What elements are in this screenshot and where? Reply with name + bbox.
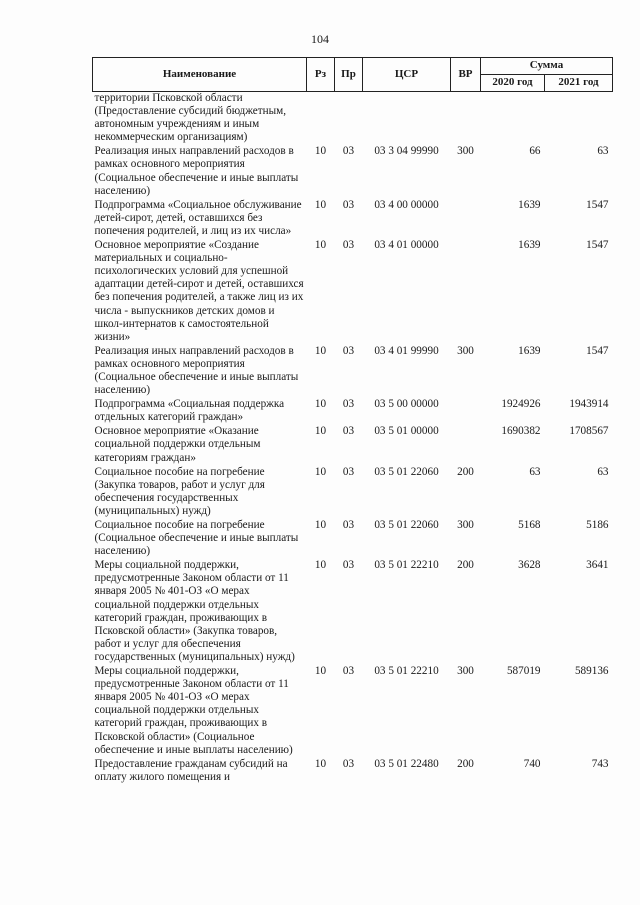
cell-pr: 03: [342, 344, 355, 357]
cell-s2021: 63: [597, 465, 609, 478]
cell-pr: 03: [342, 465, 355, 478]
cell-pr: 03: [342, 757, 355, 770]
cell-rz: 10: [314, 425, 327, 438]
cell-rz: 10: [314, 465, 327, 478]
cell-rz: 10: [314, 145, 327, 158]
cell-pr: 03: [342, 198, 355, 211]
page-number: 104: [311, 32, 329, 46]
cell-rz: 10: [314, 344, 327, 357]
cell-name: Социальное пособие на погребение (Социальное обеспечение и иные выплаты населению): [94, 519, 299, 558]
cell-vr: [451, 398, 481, 425]
cell-vr: [451, 239, 481, 345]
cell-csr: 03 5 01 00000: [374, 425, 439, 438]
table-row: [93, 199, 613, 239]
cell-name: Подпрограмма «Социальное обслуживание детей-сирот, детей, оставшихся без попечения родителей, и лиц из их числа»: [94, 198, 302, 237]
table-row: [93, 519, 613, 559]
table-row: [93, 92, 613, 146]
table-row: [93, 345, 613, 398]
cell-s2020: 66: [529, 145, 541, 158]
cell-csr: 03 4 01 99990: [374, 344, 439, 357]
cell-s2021: 1708567: [569, 425, 609, 438]
cell-pr: 03: [342, 239, 355, 252]
cell-pr: [335, 92, 363, 146]
cell-name: территории Псковской области (Предоставление субсидий бюджетным, автономным учреждениям и иным некоммерческим организациям): [94, 92, 287, 144]
cell-vr: 300: [457, 665, 474, 678]
cell-s2020: 1690382: [501, 425, 541, 438]
cell-s2020: 3628: [518, 559, 541, 572]
cell-s2021: [545, 92, 613, 146]
cell-s2020: 740: [523, 757, 541, 770]
cell-name: Меры социальной поддержки, предусмотренные Законом области от 11 января 2005 № 401-ОЗ «О мерах социальной поддержки отдельных категорий граждан, проживающих в Псковской области» (Закупка товаров, работ и услуг для обеспечения государственных (муниципальных) нужд): [94, 559, 295, 663]
table-row: [93, 758, 613, 785]
header-csr: ЦСР: [363, 58, 451, 92]
header-pr: Пр: [335, 58, 363, 92]
cell-rz: 10: [314, 519, 327, 531]
cell-vr: 200: [457, 465, 474, 478]
cell-s2020: [481, 92, 545, 146]
table-row: [93, 398, 613, 425]
cell-pr: 03: [342, 425, 355, 438]
cell-s2020: 587019: [506, 665, 541, 678]
cell-vr: 300: [457, 344, 474, 357]
cell-pr: 03: [342, 398, 355, 411]
cell-s2021: 589136: [574, 665, 609, 678]
table-row: [93, 239, 613, 345]
cell-name: Подпрограмма «Социальная поддержка отдельных категорий граждан»: [94, 398, 285, 424]
cell-csr: 03 5 01 22060: [374, 519, 439, 531]
cell-rz: 10: [314, 757, 327, 770]
header-vr: ВР: [451, 58, 481, 92]
header-sum: Сумма: [481, 58, 613, 75]
cell-s2021: 63: [597, 145, 609, 158]
cell-name: Основное мероприятие «Оказание социальной поддержки отдельным категориям граждан»: [94, 425, 261, 464]
cell-csr: 03 5 00 00000: [374, 398, 439, 411]
cell-rz: [307, 92, 335, 146]
table-body: [93, 92, 613, 785]
cell-s2020: 63: [529, 465, 541, 478]
cell-name: Меры социальной поддержки, предусмотренные Законом области от 11 января 2005 № 401-ОЗ «О мерах социальной поддержки отдельных категорий граждан, проживающих в Псковской области» (Социальное обеспечение и иные выплаты населению): [94, 665, 293, 756]
cell-vr: [451, 92, 481, 146]
cell-name: Реализация иных направлений расходов в рамках основного мероприятия (Социальное обеспечение и иные выплаты населению): [94, 145, 299, 197]
cell-vr: 300: [457, 519, 474, 531]
cell-s2020: 1639: [518, 344, 541, 357]
cell-s2021: 1943914: [569, 398, 609, 411]
cell-s2021: 1547: [586, 239, 609, 252]
cell-pr: 03: [342, 145, 355, 158]
cell-rz: 10: [314, 239, 327, 252]
cell-csr: 03 4 01 00000: [374, 239, 439, 252]
cell-csr: 03 5 01 22060: [374, 465, 439, 478]
cell-s2020: 5168: [518, 519, 541, 531]
cell-s2021: 1547: [586, 198, 609, 211]
cell-s2020: 1924926: [501, 398, 541, 411]
cell-s2021: 5186: [586, 519, 609, 531]
cell-pr: 03: [342, 559, 355, 572]
cell-name: Основное мероприятие «Создание материальных и социально-психологических условий для успешной адаптации детей-сирот и детей, оставшихся без попечения родителей, а также лиц из их числа - выпускников детских домов и школ-интернатов к самостоятельной жизни»: [94, 239, 304, 343]
header-2020: 2020 год: [481, 75, 545, 92]
cell-vr: 200: [457, 757, 474, 770]
table-row: [93, 665, 613, 758]
cell-s2020: 1639: [518, 239, 541, 252]
cell-csr: 03 5 01 22480: [374, 757, 439, 770]
cell-name: Предоставление гражданам субсидий на оплату жилого помещения и: [94, 757, 288, 783]
cell-rz: 10: [314, 398, 327, 411]
cell-name: Реализация иных направлений расходов в рамках основного мероприятия (Социальное обеспечение и иные выплаты населению): [94, 344, 299, 397]
header-name: Наименование: [93, 58, 307, 92]
table-row: [93, 559, 613, 665]
cell-s2021: 1547: [586, 344, 609, 357]
cell-s2020: 1639: [518, 198, 541, 211]
cell-csr: [363, 92, 451, 146]
cell-pr: 03: [342, 519, 355, 531]
header-2021: 2021 год: [545, 75, 613, 92]
cell-s2021: 743: [591, 757, 609, 770]
cell-csr: 03 5 01 22210: [374, 665, 439, 678]
cell-vr: [451, 425, 481, 465]
cell-name: Социальное пособие на погребение (Закупка товаров, работ и услуг для обеспечения государственных (муниципальных) нужд): [94, 465, 265, 517]
table-row: [93, 425, 613, 465]
cell-vr: 300: [457, 145, 474, 158]
cell-rz: 10: [314, 198, 327, 211]
cell-csr: 03 4 00 00000: [374, 198, 439, 211]
cell-rz: 10: [314, 559, 327, 572]
cell-vr: 200: [457, 559, 474, 572]
cell-csr: 03 5 01 22210: [374, 559, 439, 572]
table-row: [93, 466, 613, 519]
header-rz: Рз: [307, 58, 335, 92]
cell-rz: 10: [314, 665, 327, 678]
cell-vr: [451, 199, 481, 239]
cell-s2021: 3641: [586, 559, 609, 572]
budget-table: [92, 57, 613, 785]
table-header: [93, 58, 613, 92]
cell-pr: 03: [342, 665, 355, 678]
table-row: [93, 145, 613, 198]
cell-csr: 03 3 04 99990: [374, 145, 439, 158]
